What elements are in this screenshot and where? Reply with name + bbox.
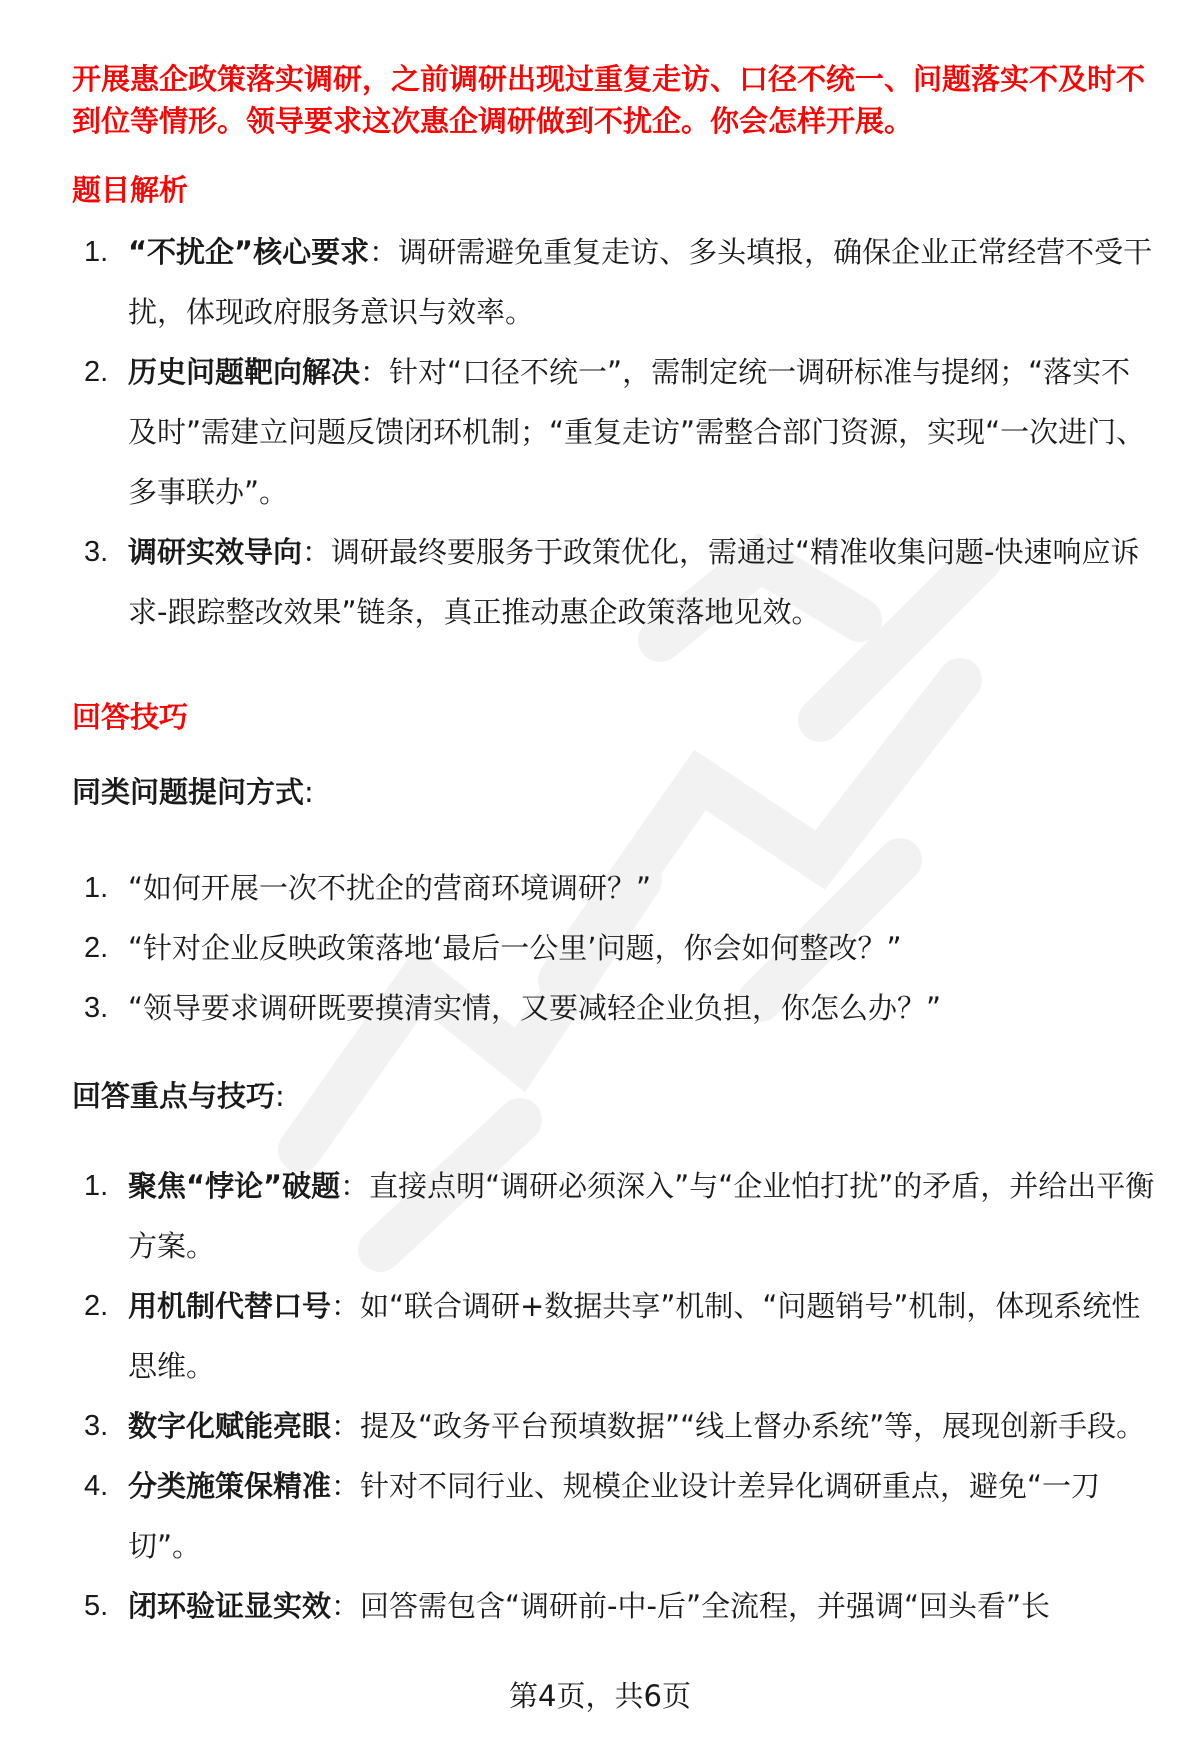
analysis-list [0,222,1200,642]
item-number: 1. [84,236,109,268]
item-separator: ： [331,1469,361,1503]
item-text: “针对企业反映政策落地‘最后一公里’问题，你会如何整改？” [128,931,902,965]
list-item [0,918,1200,978]
key-title-colon: : [275,1079,285,1113]
list-item [0,978,1200,1038]
item-keyword: 聚焦“悖论”破题 [128,1169,341,1203]
tips-section-title: 回答技巧 [72,700,189,734]
item-text: 针对“口径不统一”，需制定统一调研标准与提纲；“落实不及时”需建立问题反馈闭环机制；“重复走访”需整合部门资源，实现“一次进门、多事联办”。 [128,355,1146,509]
item-number: 1. [84,872,109,904]
question-heading: 开展惠企政策落实调研，之前调研出现过重复走访、口径不统一、问题落实不及时不到位等情形。领导要求这次惠企调研做到不扰企。你会怎样开展。 [72,62,1146,138]
item-text: 针对不同行业、规模企业设计差异化调研重点，避免“一刀切”。 [128,1469,1101,1563]
item-number: 1. [84,1170,109,1202]
list-item [0,1156,1200,1276]
similar-title-colon: : [304,775,314,809]
item-text: 提及“政务平台预填数据”“线上督办系统”等，展现创新手段。 [360,1409,1146,1443]
similar-questions-title [72,772,314,812]
item-separator: ： [302,535,332,569]
item-text: “领导要求调研既要摸清实情，又要减轻企业负担，你怎么办？” [128,991,942,1025]
item-text: 直接点明“调研必须深入”与“企业怕打扰”的矛盾，并给出平衡方案。 [128,1169,1155,1263]
similar-title-text: 同类问题提问方式 [72,775,305,809]
item-text: 如“联合调研+数据共享”机制、“问题销号”机制，体现系统性思维。 [128,1289,1141,1383]
item-separator: ： [331,1589,361,1623]
analysis-section-title: 题目解析 [72,173,189,207]
item-number: 3. [84,1410,109,1442]
item-number: 2. [84,356,109,388]
item-number: 2. [84,932,109,964]
item-separator: ： [331,1409,361,1443]
item-number: 3. [84,992,109,1024]
item-text: 调研需避免重复走访、多头填报，确保企业正常经营不受干扰，体现政府服务意识与效率。 [128,235,1153,329]
item-separator: ： [360,355,390,389]
item-number: 2. [84,1290,109,1322]
key-points-list [0,1156,1200,1636]
item-text: “如何开展一次不扰企的营商环境调研？” [128,871,652,905]
item-number: 4. [84,1470,109,1502]
list-item [0,1576,1200,1636]
page-number-footer: 第4页，共6页 [509,1679,691,1713]
item-keyword: 用机制代替口号 [128,1289,332,1323]
list-item [0,1276,1200,1396]
item-separator: ： [340,1169,370,1203]
list-item [0,858,1200,918]
item-number: 3. [84,536,109,568]
list-item [0,222,1200,342]
item-text: 回答需包含“调研前-中-后”全流程，并强调“回头看”长 [360,1589,1051,1623]
key-title-text: 回答重点与技巧 [72,1079,276,1113]
item-keyword: 分类施策保精准 [128,1469,332,1503]
item-keyword: 闭环验证显实效 [128,1589,332,1623]
item-keyword: “不扰企”核心要求 [128,235,370,269]
item-separator: ： [369,235,399,269]
similar-questions-list [0,858,1200,1038]
item-keyword: 调研实效导向 [128,535,303,569]
item-separator: ： [331,1289,361,1323]
list-item [0,342,1200,522]
list-item [0,1396,1200,1456]
key-points-title [72,1076,285,1116]
item-keyword: 数字化赋能亮眼 [128,1409,332,1443]
item-text: 调研最终要服务于政策优化，需通过“精准收集问题-快速响应诉求-跟踪整改效果”链条，真正推动惠企政策落地见效。 [128,535,1140,629]
item-number: 5. [84,1590,109,1622]
list-item [0,522,1200,642]
list-item [0,1456,1200,1576]
item-keyword: 历史问题靶向解决 [128,355,361,389]
